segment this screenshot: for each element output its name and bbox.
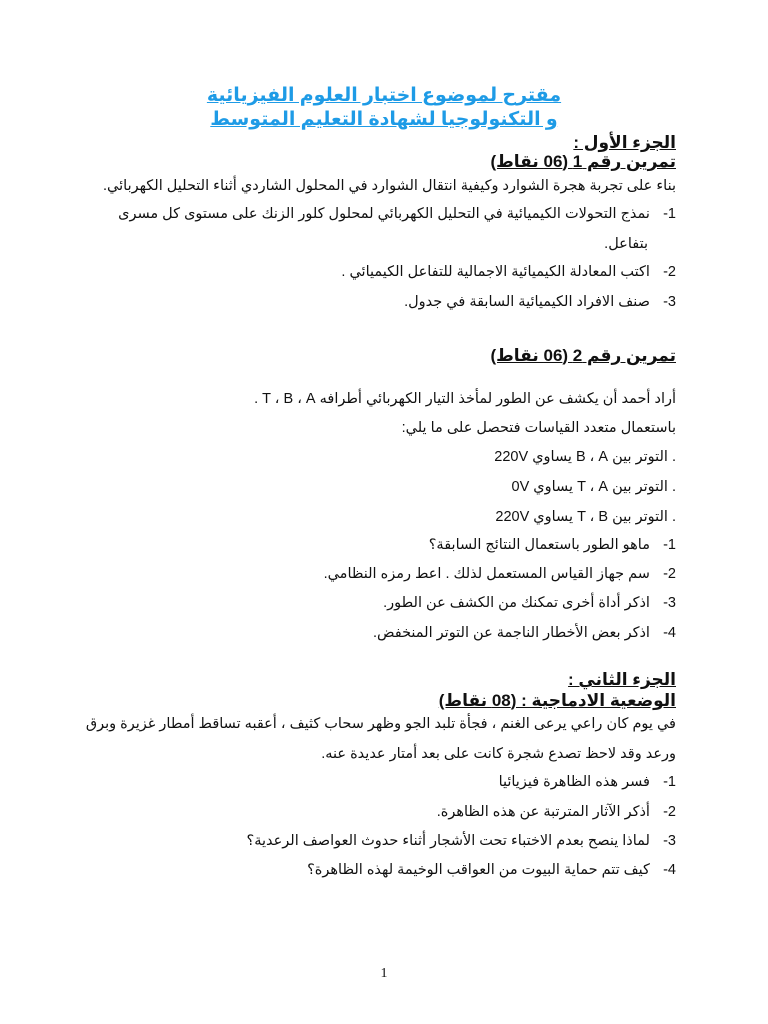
exercise1-intro: بناء على تجربة هجرة الشوارد وكيفية انتقال الشوارد في المحلول الشاردي أثناء التحليل الكهربائي. — [103, 178, 676, 194]
measurement-2: . التوتر بين T ، A يساوي 0V — [511, 479, 676, 495]
situation-question1: -1 فسر هذه الظاهرة فيزيائيا — [498, 774, 676, 790]
exercise2-intro: أراد أحمد أن يكشف عن الطور لمأخذ التيار الكهربائي أطرافه T ، B ، A . — [254, 391, 676, 407]
exercise2-question2: -2 سم جهاز القياس المستعمل لذلك . اعط رمزه النظامي. — [323, 566, 676, 582]
document-title-line1: مقترح لموضوع اختبار العلوم الفيزيائية — [206, 85, 562, 106]
situation-text-line1: في يوم كان راعي يرعى الغنم ، فجأة تلبد الجو وظهر سحاب كثيف ، أعقبه تساقط أمطار غزيرة وبرق — [85, 716, 676, 732]
exercise2-question3: -3 اذكر أداة أخرى تمكنك من الكشف عن الطور. — [383, 595, 676, 611]
situation-question4: -4 كيف تتم حماية البيوت من العواقب الوخيمة لهذه الظاهرة؟ — [307, 862, 676, 878]
situation-text-line2: ورعد وقد لاحظ تصدع شجرة كانت على بعد أمتار عديدة عنه. — [321, 746, 676, 762]
exercise1-question1-cont: بتفاعل. — [604, 236, 648, 252]
exercise1-heading: تمرين رقم 1 (06 نقاط) — [490, 152, 676, 171]
exercise1-question1: -1 نمذج التحولات الكيميائية في التحليل الكهربائي لمحلول كلور الزنك على مستوى كل مسرى — [118, 206, 676, 222]
situation-question3: -3 لماذا ينصح بعدم الاختباء تحت الأشجار أثناء حدوث العواصف الرعدية؟ — [246, 833, 676, 849]
exercise2-heading: تمرين رقم 2 (06 نقاط) — [490, 346, 676, 365]
situation-heading: الوضعية الادماجية : (08 نقاط) — [438, 691, 676, 710]
measurement-1: . التوتر بين B ، A يساوي 220V — [494, 449, 676, 465]
measurement-3: . التوتر بين T ، B يساوي 220V — [495, 509, 676, 525]
page-number: 1 — [380, 966, 388, 981]
exercise1-question2: -2 اكتب المعادلة الكيميائية الاجمالية للتفاعل الكيميائي . — [341, 264, 676, 280]
part2-heading: الجزء الثاني : — [568, 670, 676, 689]
exercise2-intro2: باستعمال متعدد القياسات فتحصل على ما يلي: — [401, 420, 676, 436]
document-title-line2: و التكنولوجيا لشهادة التعليم المتوسط — [210, 109, 558, 130]
situation-question2: -2 أذكر الآثار المترتبة عن هذه الظاهرة. — [436, 804, 676, 820]
part1-heading: الجزء الأول : — [573, 133, 676, 152]
exercise2-question4: -4 اذكر بعض الأخطار الناجمة عن التوتر المنخفض. — [372, 625, 676, 641]
exercise2-question1: -1 ماهو الطور باستعمال النتائج السابقة؟ — [428, 537, 676, 553]
exercise1-question3: -3 صنف الافراد الكيميائية السابقة في جدول. — [404, 294, 676, 310]
